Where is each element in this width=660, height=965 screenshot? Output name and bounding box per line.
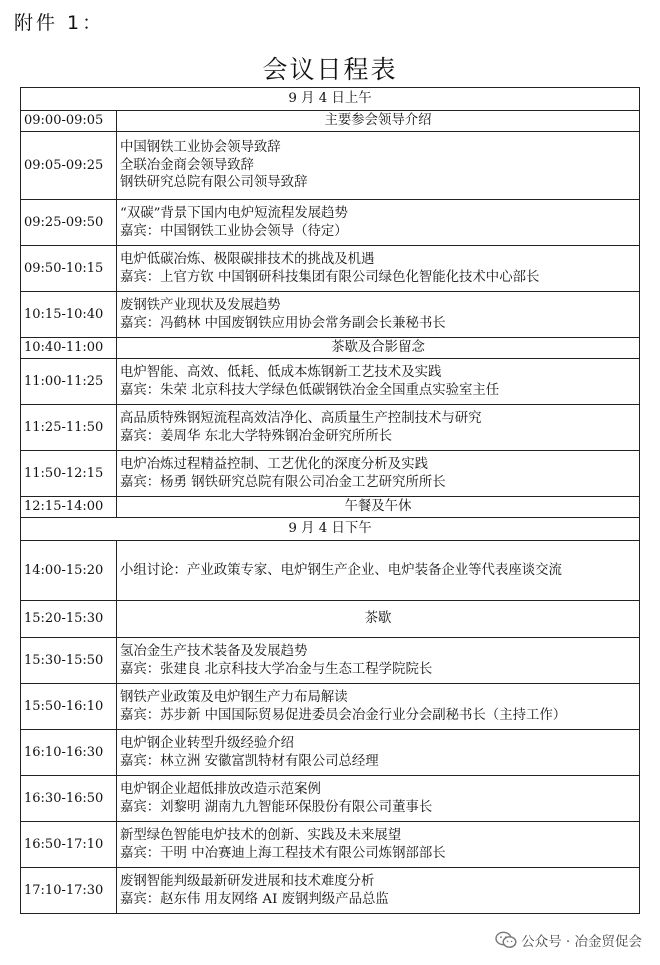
time-cell: 15:30-15:50 <box>21 638 117 684</box>
session-cell <box>117 405 640 451</box>
schedule-row <box>21 359 640 405</box>
session-cell <box>117 776 640 822</box>
session-topic: 电炉冶炼过程精益控制、工艺优化的深度分析及实践 <box>120 456 428 472</box>
session-topic: 电炉钢企业转型升级经验介绍 <box>120 735 295 751</box>
session-line: 嘉宾：赵东伟 用友网络 AI 废钢判级产品总监 <box>120 891 389 907</box>
watermark <box>491 928 646 952</box>
session-line: 嘉宾：刘黎明 湖南九九智能环保股份有限公司董事长 <box>120 799 433 815</box>
schedule-row <box>21 730 640 776</box>
time-cell: 09:25-09:50 <box>21 200 117 246</box>
schedule-row <box>21 111 640 132</box>
page-title: 会议日程表 <box>262 55 398 84</box>
time-cell: 10:40-11:00 <box>21 338 117 359</box>
session-line: 嘉宾：林立洲 安徽富凯特材有限公司总经理 <box>120 753 379 769</box>
session-cell <box>117 638 640 684</box>
session-cell <box>117 730 640 776</box>
session-line: 嘉宾：姜周华 东北大学特殊钢冶金研究所所长 <box>120 428 393 444</box>
session-line: 嘉宾：朱荣 北京科技大学绿色低碳钢铁冶金全国重点实验室主任 <box>120 382 500 398</box>
section-header: 9 月 4 日下午 <box>21 518 640 541</box>
break-cell: 午餐及午休 <box>117 497 640 518</box>
time-cell: 15:50-16:10 <box>21 684 117 730</box>
time-cell: 16:10-16:30 <box>21 730 117 776</box>
section-row <box>21 88 640 111</box>
session-line: 嘉宾：苏步新 中国国际贸易促进委员会冶金行业分会副秘书长（主持工作） <box>120 707 567 723</box>
attachment-label: 附件 1： <box>14 12 105 34</box>
session-cell <box>117 451 640 497</box>
section-header: 9 月 4 日上午 <box>21 88 640 111</box>
time-cell: 11:00-11:25 <box>21 359 117 405</box>
time-cell: 11:50-12:15 <box>21 451 117 497</box>
schedule-row <box>21 246 640 292</box>
schedule-row <box>21 338 640 359</box>
schedule-row <box>21 405 640 451</box>
time-cell: 16:30-16:50 <box>21 776 117 822</box>
schedule-row <box>21 200 640 246</box>
time-cell: 15:20-15:30 <box>21 601 117 638</box>
session-topic: 小组讨论：产业政策专家、电炉钢生产企业、电炉装备企业等代表座谈交流 <box>120 562 562 578</box>
session-topic: 钢铁产业政策及电炉钢生产力布局解读 <box>120 689 348 705</box>
schedule-row <box>21 638 640 684</box>
time-cell: 17:10-17:30 <box>21 868 117 914</box>
schedule-row <box>21 601 640 638</box>
session-topic: 高品质特殊钢短流程高效洁净化、高质量生产控制技术与研究 <box>120 410 482 426</box>
break-cell: 主要参会领导介绍 <box>117 111 640 132</box>
session-topic: 新型绿色智能电炉技术的创新、实践及未来展望 <box>120 827 402 843</box>
schedule-row <box>21 684 640 730</box>
section-row <box>21 518 640 541</box>
time-cell: 09:00-09:05 <box>21 111 117 132</box>
session-line: 嘉宾：杨勇 钢铁研究总院有限公司冶金工艺研究所所长 <box>120 474 446 490</box>
schedule-row <box>21 868 640 914</box>
session-line: 嘉宾：上官方钦 中国钢研科技集团有限公司绿色化智能化技术中心部长 <box>120 269 540 285</box>
session-cell <box>117 868 640 914</box>
session-cell <box>117 132 640 200</box>
watermark-text: 公众号 · 冶金贸促会 <box>521 934 642 950</box>
break-cell: 茶歇及合影留念 <box>117 338 640 359</box>
schedule-row <box>21 822 640 868</box>
session-line: 嘉宾：中国钢铁工业协会领导（待定） <box>120 223 348 239</box>
session-line: 嘉宾：张建良 北京科技大学冶金与生态工程学院院长 <box>120 661 433 677</box>
session-line: 嘉宾：冯鹤林 中国废钢铁应用协会常务副会长兼秘书长 <box>120 315 446 331</box>
session-cell <box>117 200 640 246</box>
session-topic: 废钢铁产业现状及发展趋势 <box>120 297 281 313</box>
session-topic: 电炉智能、高效、低耗、低成本炼钢新工艺技术及实践 <box>120 364 442 380</box>
session-cell <box>117 822 640 868</box>
time-cell: 09:50-10:15 <box>21 246 117 292</box>
session-cell <box>117 292 640 338</box>
schedule-row <box>21 292 640 338</box>
session-cell <box>117 359 640 405</box>
session-topic: 中国钢铁工业协会领导致辞 <box>120 139 281 155</box>
time-cell: 11:25-11:50 <box>21 405 117 451</box>
time-cell: 12:15-14:00 <box>21 497 117 518</box>
time-cell: 16:50-17:10 <box>21 822 117 868</box>
session-line: 嘉宾：干明 中冶赛迪上海工程技术有限公司炼钢部部长 <box>120 845 446 861</box>
session-line: 钢铁研究总院有限公司领导致辞 <box>120 175 308 191</box>
schedule-row <box>21 541 640 601</box>
time-cell: 10:15-10:40 <box>21 292 117 338</box>
time-cell: 09:05-09:25 <box>21 132 117 200</box>
session-topic: 氢冶金生产技术装备及发展趋势 <box>120 643 308 659</box>
time-cell: 14:00-15:20 <box>21 541 117 601</box>
session-cell <box>117 541 640 601</box>
schedule-row <box>21 497 640 518</box>
session-topic: 电炉钢企业超低排放改造示范案例 <box>120 781 321 797</box>
break-cell: 茶歇 <box>117 601 640 638</box>
session-topic: “双碳”背景下国内电炉短流程发展趋势 <box>120 205 348 221</box>
schedule-table <box>20 87 640 914</box>
session-cell <box>117 246 640 292</box>
session-topic: 电炉低碳冶炼、极限碳排技术的挑战及机遇 <box>120 251 375 267</box>
schedule-row <box>21 776 640 822</box>
session-line: 全联冶金商会领导致辞 <box>120 157 254 173</box>
wechat-icon <box>495 931 517 949</box>
session-cell <box>117 684 640 730</box>
session-topic: 废钢智能判级最新研发进展和技术难度分析 <box>120 873 375 889</box>
schedule-row <box>21 451 640 497</box>
schedule-row <box>21 132 640 200</box>
